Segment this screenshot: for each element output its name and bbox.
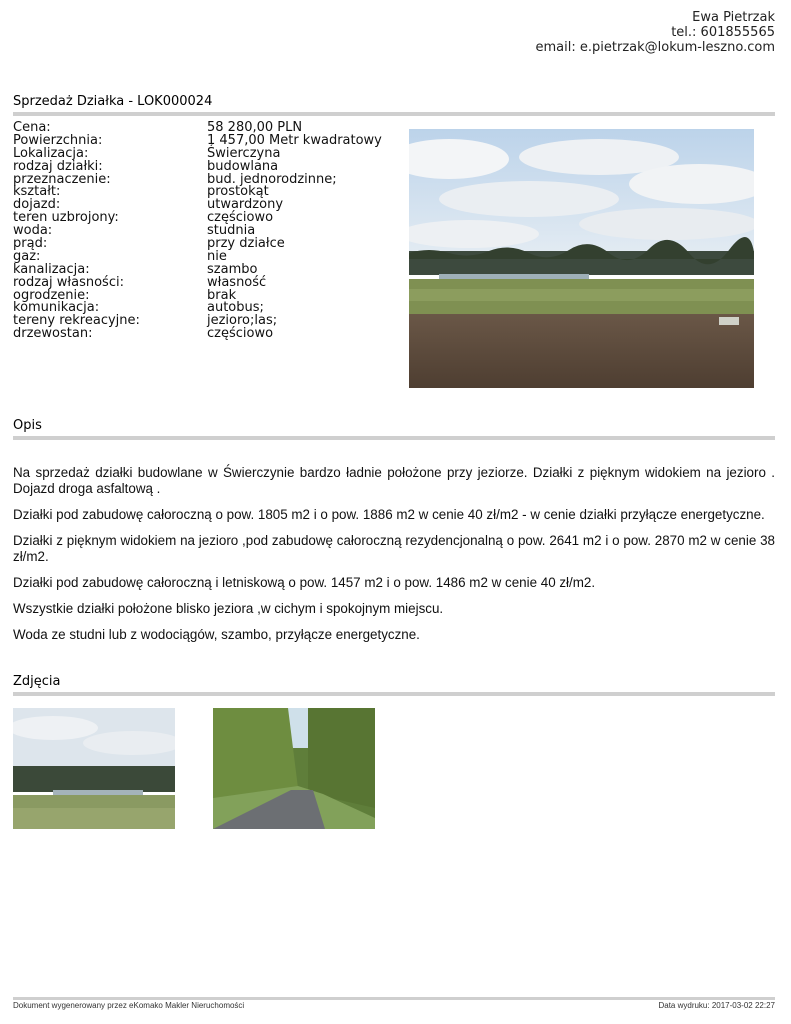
description-paragraph: Działki pod zabudowę całoroczną i letniskową o pow. 1457 m2 i o pow. 1486 m2 w cenie 40 zł/m2. bbox=[13, 575, 596, 590]
property-row bbox=[13, 186, 382, 199]
description-paragraph: Woda ze studni lub z wodociągów, szambo, przyłącze energetyczne. bbox=[13, 627, 420, 642]
property-value: 58 280,00 PLN bbox=[207, 120, 303, 135]
property-value: prostokąt bbox=[207, 184, 269, 200]
property-label: prąd: bbox=[13, 236, 48, 252]
property-value: częściowo bbox=[207, 326, 274, 342]
description-body bbox=[13, 465, 775, 653]
description-paragraph: Wszystkie działki położone blisko jeziora ,w cichym i spokojnym miejscu. bbox=[13, 601, 444, 616]
property-value: 1 457,00 Metr kwadratowy bbox=[207, 132, 382, 148]
property-value: autobus; bbox=[207, 300, 264, 316]
footer-generator: Dokument wygenerowany przez eKomako Makler Nieruchomości bbox=[13, 1001, 245, 1010]
footer-print-date: Data wydruku: 2017-03-02 22:27 bbox=[658, 1001, 775, 1010]
property-label: ogrodzenie: bbox=[13, 287, 90, 303]
property-label: woda: bbox=[13, 223, 53, 239]
property-value: budowlana bbox=[207, 158, 279, 174]
property-label: rodzaj własności: bbox=[13, 274, 124, 290]
photos-title: Zdjęcia bbox=[13, 674, 775, 696]
property-label: dojazd: bbox=[13, 197, 61, 213]
property-value: Świerczyna bbox=[207, 145, 281, 161]
property-label: komunikacja: bbox=[13, 300, 100, 316]
main-photo-field-lake[interactable] bbox=[409, 129, 754, 388]
property-label: przeznaczenie: bbox=[13, 171, 111, 187]
property-value: nie bbox=[207, 248, 227, 264]
property-row bbox=[13, 212, 382, 225]
property-label: gaz: bbox=[13, 248, 41, 264]
property-value: bud. jednorodzinne; bbox=[207, 171, 337, 187]
property-label: Cena: bbox=[13, 120, 51, 135]
property-value: szambo bbox=[207, 261, 258, 277]
thumbnail-road[interactable] bbox=[213, 708, 375, 829]
property-label: kształt: bbox=[13, 184, 61, 200]
agent-phone: tel.: 601855565 bbox=[671, 25, 775, 40]
property-row bbox=[13, 171, 382, 187]
description-paragraph: Działki z pięknym widokiem na jezioro ,pod zabudowę całoroczną rezydencjonalną o pow. 2641 m2 i o pow. 2870 m2 w cenie 38 zł/m2. bbox=[13, 533, 775, 564]
property-label: teren uzbrojony: bbox=[13, 210, 119, 226]
property-value: jezioro;las; bbox=[207, 313, 278, 329]
agent-contact bbox=[536, 10, 775, 55]
description-paragraph: Działki pod zabudowę całoroczną o pow. 1805 m2 i o pow. 1886 m2 w cenie 40 zł/m2 - w cenie działki przyłącze energetyczne. bbox=[13, 507, 765, 522]
lake-thumbnail-image bbox=[13, 708, 175, 829]
offer-title: Sprzedaż Działka - LOK000024 bbox=[13, 94, 775, 116]
property-label: rodzaj działki: bbox=[13, 158, 103, 174]
property-value: częściowo bbox=[207, 210, 274, 226]
property-value: przy działce bbox=[207, 236, 285, 252]
property-value: utwardzony bbox=[207, 197, 284, 213]
property-value: studnia bbox=[207, 223, 256, 239]
description-paragraph: Na sprzedaż działki budowlane w Świerczynie bardzo ładnie położone przy jeziorze. Działki z pięknym widokiem na jezioro . Dojazd droga asfaltową . bbox=[13, 465, 775, 496]
thumbnail-lake[interactable] bbox=[13, 708, 175, 829]
field-lake-image bbox=[409, 129, 754, 388]
property-label: drzewostan: bbox=[13, 326, 93, 342]
property-value: brak bbox=[207, 287, 237, 303]
footer-divider bbox=[13, 997, 775, 1000]
property-label: kanalizacja: bbox=[13, 261, 90, 277]
property-row bbox=[13, 328, 382, 341]
property-label: Powierzchnia: bbox=[13, 132, 103, 148]
road-thumbnail-image bbox=[213, 708, 375, 829]
agent-email[interactable]: email: e.pietrzak@lokum-leszno.com bbox=[535, 40, 775, 55]
property-value: własność bbox=[207, 274, 267, 290]
property-row bbox=[13, 225, 382, 238]
description-title: Opis bbox=[13, 418, 775, 440]
property-label: tereny rekreacyjne: bbox=[13, 313, 140, 329]
property-list bbox=[13, 122, 382, 341]
property-row bbox=[13, 238, 382, 251]
agent-name: Ewa Pietrzak bbox=[692, 10, 775, 25]
property-label: Lokalizacja: bbox=[13, 145, 89, 161]
